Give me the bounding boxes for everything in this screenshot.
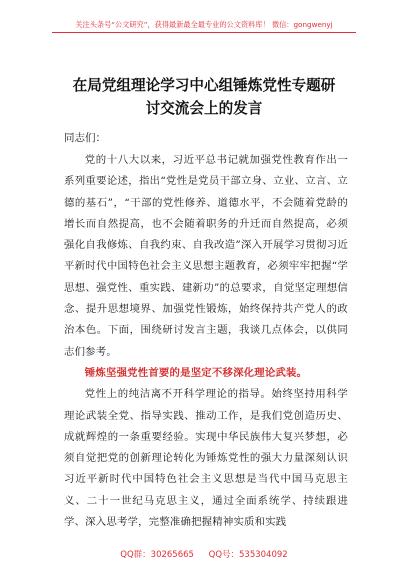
- paragraph-intro: 党的十八大以来，习近平总书记就加强党性教育作出一系列重要论述，指出“党性是党员干部立身、立业、立言、立德的基石”，“干部的党性修养、道德水平，不会随着党龄的增长而自然提高，也不会随着职务的升迁而自然提高，必须强化自我修炼、自我约束、自我改造”深入开展学习贯彻习近平新时代中国特色社会主义思想主题教育，必须牢牢把握“学思想、强党性、重实践、建新功”的总要求，自觉坚定理想信念、提升思想境界、加强党性锻炼，始终保持共产党人的政治本色。下面，围绕研讨发言主题，我谈几点体会，以供同志们参考。: [64, 154, 348, 358]
- paragraph-theory: 党性上的纯洁离不开科学理论的指导。始终坚持用科学理论武装全党、指导实践、推动工作，是我们党创造历史、成就辉煌的一条重要经验。实现中华民族伟大复兴梦想，必须自觉把党的创新理论转化为锤炼党性的强大力量深刻认识习近平新时代中国特色社会主义思想是当代中国马克思主义、二十一世纪马克思主义，通过全面系统学、持续跟进学、深入思考学，完整准确把握精神实质和实践: [64, 388, 348, 529]
- footer-contact: [0, 548, 408, 560]
- title-line-2: 讨交流会上的发言: [145, 100, 263, 117]
- title-line-1: 在局党组理论学习中心组锤炼党性专题研: [72, 77, 336, 94]
- greeting: 同志们：: [64, 132, 106, 144]
- header-notice: 关注头条号“公文研究”，获得最新最全最专业的公文资料库！ 微信：gongwenyj: [75, 20, 333, 29]
- document-title: [50, 74, 358, 120]
- section-heading-highlight: 锤炼坚强党性首要的是坚定不移深化理论武装。: [84, 366, 308, 379]
- footer-qq-group: QQ群：30265665: [120, 550, 194, 560]
- document-body: [64, 150, 348, 533]
- footer-qq-number: QQ号：535304092: [208, 550, 288, 560]
- header-divider: [52, 32, 356, 33]
